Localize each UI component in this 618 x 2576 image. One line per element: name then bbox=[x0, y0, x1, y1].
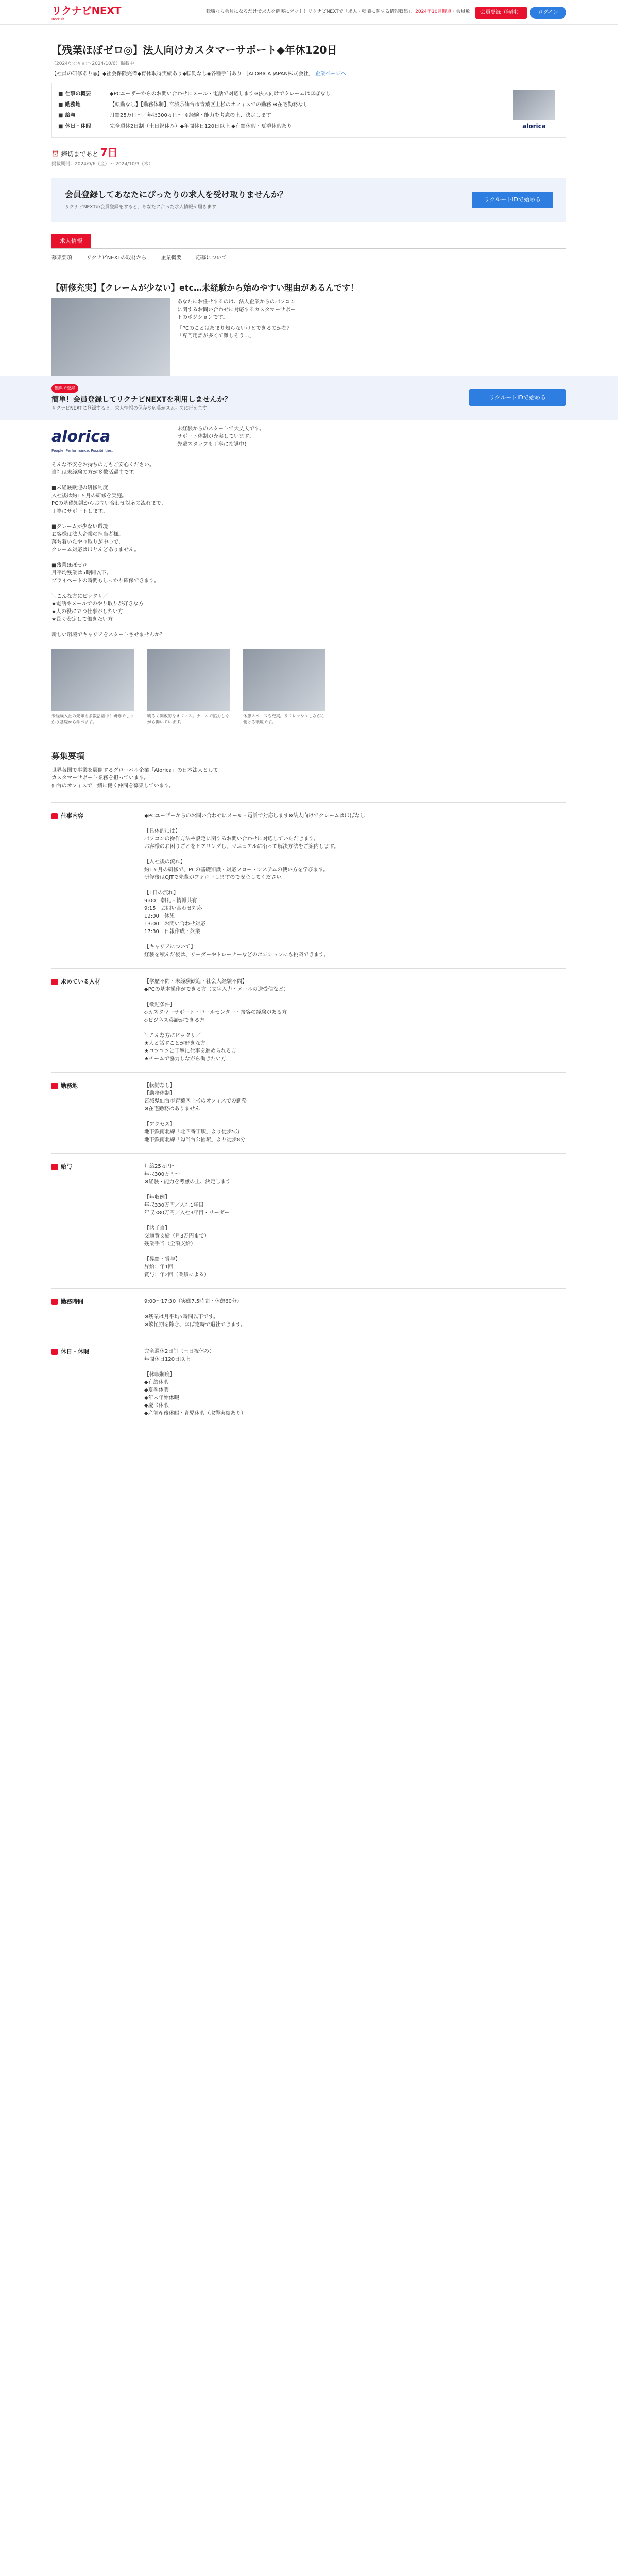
requirement-body: 月給25万円〜 年収300万円〜 ※経験・能力を考慮の上、決定します 【年収例】 年収330万円／入社1年目 年収380万円／入社3年目・リーダー 【諸手当】 交通費支給（月3万円まで） 残業手当（全額支給） 【昇給・賞与】 昇給：年1回 賞与：年2回（業績による） bbox=[144, 1163, 231, 1278]
summary-value: 月給25万円〜／年収300万円〜 ※経験・能力を考慮の上、決定します bbox=[110, 112, 271, 118]
requirement-row bbox=[52, 1154, 566, 1289]
summary-value: 完全週休2日制（土日祝休み）◆年間休日120日以上 ◆有給休暇・夏季休暇あり bbox=[110, 123, 293, 129]
gallery-photo bbox=[243, 649, 325, 711]
clock-icon: ⏰ bbox=[52, 150, 59, 158]
sticky-register-bar bbox=[0, 376, 618, 420]
category-icon bbox=[52, 1349, 58, 1355]
category-icon bbox=[52, 813, 58, 819]
main-content bbox=[52, 25, 566, 376]
sticky-register-button[interactable]: リクルートIDで始める bbox=[469, 389, 566, 406]
bullet-icon: ■ bbox=[58, 123, 63, 129]
gallery-caption: 未経験入社の先輩も多数活躍中！研修でしっかり基礎から学べます。 bbox=[52, 713, 134, 724]
hero-text: あなたにお任せするのは、法人企業からのパソコンに関するお問い合わせに対応するカスタマーサポートのポジションです。 「PCのことはあまり知らないけどできるのかな？」「専門用語が多くて難しそう…」 bbox=[177, 299, 296, 339]
register-banner bbox=[52, 178, 566, 222]
requirement-label: 勤務時間 bbox=[52, 1298, 144, 1329]
main-content-2 bbox=[52, 425, 566, 1458]
sticky-title: 簡単！会員登録してリクナビNEXTを利用しませんか？ bbox=[52, 396, 232, 404]
requirement-row bbox=[52, 803, 566, 969]
summary-row bbox=[58, 121, 508, 132]
subnav-item[interactable]: 応募について bbox=[196, 255, 227, 261]
requirement-label: 給与 bbox=[52, 1163, 144, 1279]
gallery-caption: 明るく開放的なオフィス。チームで協力しながら働いています。 bbox=[147, 713, 230, 724]
deadline: ⏰ 締切まであと 7日 bbox=[52, 146, 118, 159]
requirement-row bbox=[52, 969, 566, 1073]
requirement-body: ◆PCユーザーからのお問い合わせにメール・電話で対応します※法人向けでクレームはほぼなし 【具体的には】 パソコンの操作方法や設定に関するお問い合わせに対応していただきます。 お客様のお困りごとをヒアリングし、マニュアルに沿って解決方法をご案内します。 【入社後の流れ】 約1ヶ月の研修で、PCの基礎知識・対応フロー・システムの使い方を学びます。 研修後はOJTで先輩がフォローしますので安心してください。 【1日の流れ】 9:00 朝礼・情報共有 9:15 お問い合わせ対応 12:00 休憩 13:00 お問い合わせ対応 17:30 日報作成・終業 【キャリアについて】 経験を積んだ後は、リーダーやトレーナーなどのポジションにも挑戦できます。 bbox=[144, 812, 365, 958]
subnav-item[interactable]: 企業概要 bbox=[161, 255, 182, 261]
requirement-body: 9:00〜17:30（実働7.5時間・休憩60分） ※残業は月平均5時間以下です。 ※繁忙期を除き、ほぼ定時で退社できます。 bbox=[144, 1298, 246, 1328]
deadline-note: 掲載期間：2024/9/6（金）〜 2024/10/3（木） bbox=[52, 161, 153, 167]
bullet-icon: ■ bbox=[58, 112, 63, 118]
gallery-item bbox=[243, 649, 325, 725]
tab-job-info[interactable]: 求人情報 bbox=[52, 234, 91, 249]
summary-value: ◆PCユーザーからのお問い合わせにメール・電話で対応します※法人向けでクレームはほぼなし bbox=[110, 91, 331, 97]
requirement-label: 休日・休暇 bbox=[52, 1348, 144, 1417]
requirement-label: 仕事内容 bbox=[52, 812, 144, 959]
photo-gallery bbox=[52, 649, 566, 725]
subnav-item[interactable]: 募集要項 bbox=[52, 255, 72, 261]
sticky-note: リクナビNEXTに登録すると、求人情報の保存や応募がスムーズに行えます bbox=[52, 406, 207, 411]
gallery-photo bbox=[52, 649, 134, 711]
company-thumbnail bbox=[513, 90, 555, 120]
gallery-item bbox=[52, 649, 134, 725]
site-header bbox=[0, 0, 618, 25]
register-button[interactable]: 会員登録（無料） bbox=[475, 7, 527, 19]
summary-row bbox=[58, 99, 508, 110]
requirement-row bbox=[52, 1338, 566, 1427]
logo-sub: Recruit bbox=[52, 16, 64, 21]
logo-text: リクナビNEXT bbox=[52, 4, 122, 17]
bullet-icon: ■ bbox=[58, 91, 63, 97]
requirement-label: 勤務地 bbox=[52, 1082, 144, 1144]
summary-row bbox=[58, 110, 508, 121]
requirements-section bbox=[52, 750, 566, 1427]
requirement-row bbox=[52, 1073, 566, 1154]
alorica-logo: alorica People. Performance. Possibilities. bbox=[52, 427, 113, 453]
hero-photo bbox=[52, 298, 170, 376]
requirement-body: 【転勤なし】 【勤務体制】 宮城県仙台市青葉区上杉のオフィスでの勤務 ※在宅勤務はありません 【アクセス】 地下鉄南北線「北四番丁駅」より徒歩5分 地下鉄南北線「勾当台公園駅」より徒歩8分 bbox=[144, 1082, 247, 1143]
summary-row bbox=[58, 89, 508, 99]
subnav-item[interactable]: リクナビNEXTの取材から bbox=[87, 255, 147, 261]
company-logo: alorica bbox=[508, 89, 560, 132]
site-logo[interactable] bbox=[52, 3, 121, 22]
article-body: そんな不安をお持ちの方もご安心ください。 当社は未経験の方が多数活躍中です。 ■未経験歓迎の研修制度 入社後は約1ヶ月の研修を実施。 PCの基礎知識からお問い合わせ対応の流れまで、 丁寧にサポートします。 ■クレームが少ない環境 お客様は法人企業の担当者様。 落ち着いたやり取りが中心で、 クレーム対応はほとんどありません。 ■残業ほぼゼロ 月平均残業は5時間以下。 プライベートの時間もしっかり確保できます。 ＼こんな方にピッタリ／ ★電話やメールでのやり取りが好きな方 ★人の役に立つ仕事がしたい方 ★長く安定して働きたい方 新しい環境でキャリアをスタートさせませんか？ bbox=[52, 462, 166, 638]
category-icon bbox=[52, 1083, 58, 1089]
requirements-table bbox=[52, 802, 566, 1427]
requirements-title: 募集要項 bbox=[52, 751, 85, 761]
gallery-photo bbox=[147, 649, 230, 711]
register-banner-button[interactable]: リクルートIDで始める bbox=[472, 192, 553, 209]
requirement-row bbox=[52, 1289, 566, 1338]
summary-label: ■ 勤務地 bbox=[58, 101, 81, 108]
alorica-block bbox=[52, 425, 566, 454]
requirements-intro: 世界各国で事業を展開するグローバル企業「Alorica」の日本法人として カスタマーサポート業務を担っています。 仙台のオフィスで一緒に働く仲間を募集しています。 bbox=[52, 767, 218, 789]
alorica-text: 未経験からのスタートで大丈夫です。 サポート体制が充実しています。 先輩スタッフも丁寧に指導中！ bbox=[177, 426, 265, 447]
job-header bbox=[52, 25, 566, 222]
requirement-body: 完全週休2日制（土日祝休み） 年間休日120日以上 【休暇制度】 ◆有給休暇 ◆夏季休暇 ◆年末年始休暇 ◆慶弔休暇 ◆産前産後休暇・育児休暇（取得実績あり） bbox=[144, 1348, 246, 1416]
summary-label: ■ 休日・休暇 bbox=[58, 123, 91, 129]
company-page-link[interactable]: 企業ページへ bbox=[315, 71, 346, 77]
gallery-item bbox=[147, 649, 230, 725]
category-icon bbox=[52, 1164, 58, 1170]
category-icon bbox=[52, 1299, 58, 1305]
tab-bar bbox=[52, 234, 566, 249]
job-summary bbox=[52, 83, 566, 138]
sticky-badge: 無料で登録 bbox=[52, 384, 78, 393]
bullet-icon: ■ bbox=[58, 101, 63, 108]
summary-label: ■ 仕事の概要 bbox=[58, 91, 91, 97]
register-banner-title: 会員登録してあなたにぴったりの求人を受け取りませんか？ bbox=[65, 190, 288, 199]
category-icon bbox=[52, 979, 58, 985]
login-button[interactable]: ログイン bbox=[530, 7, 567, 19]
summary-label: ■ 給与 bbox=[58, 112, 76, 118]
job-dates: （2024/○○/○○〜2024/10/6）掲載中 bbox=[52, 61, 134, 66]
job-title: 【残業ほぼゼロ◎】法人向けカスタマーサポート◆年休120日 bbox=[52, 44, 337, 56]
hero-section bbox=[52, 282, 566, 376]
deadline-count: 7日 bbox=[100, 146, 118, 159]
sub-navigation bbox=[52, 249, 566, 267]
requirement-label: 求めている人材 bbox=[52, 978, 144, 1063]
register-banner-note: リクナビNEXTの会員登録をすると、あなたに合った求人情報が届きます bbox=[65, 205, 216, 210]
header-notice: 転職なら会員になるだけで求人を確実にゲット！リクナビNEXTで「求人・転職に関する情報収集」、2024年10月時点・会員数 bbox=[206, 9, 470, 15]
hero-title: 【研修充実】【クレームが少ない】etc…未経験から始めやすい理由があるんです！ bbox=[52, 283, 358, 293]
gallery-caption: 休憩スペースも充実。リフレッシュしながら働ける環境です。 bbox=[243, 713, 325, 724]
requirement-body: 【学歴不問・未経験歓迎・社会人経験不問】 ◆PCの基本操作ができる方（文字入力・メールの送受信など） 【歓迎条件】 ◇カスタマーサポート・コールセンター・接客の経験がある方 ◇ビジネス英語ができる方 ＼こんな方にピッタリ／ ★人と話すことが好きな方 ★コツコツと丁寧に仕事を進められる方 ★チームで協力しながら働きたい方 bbox=[144, 978, 289, 1062]
summary-value: 【転勤なし】【勤務体制】宮城県仙台市青葉区上杉のオフィスでの勤務 ※在宅勤務なし bbox=[110, 101, 308, 108]
job-company: 【社員の研修あり◎】◆社会保険完備◆育休取得実績あり◆転勤なし◆各種手当あり ［ALORICA JAPAN株式会社］ 企業ページへ bbox=[52, 71, 346, 77]
